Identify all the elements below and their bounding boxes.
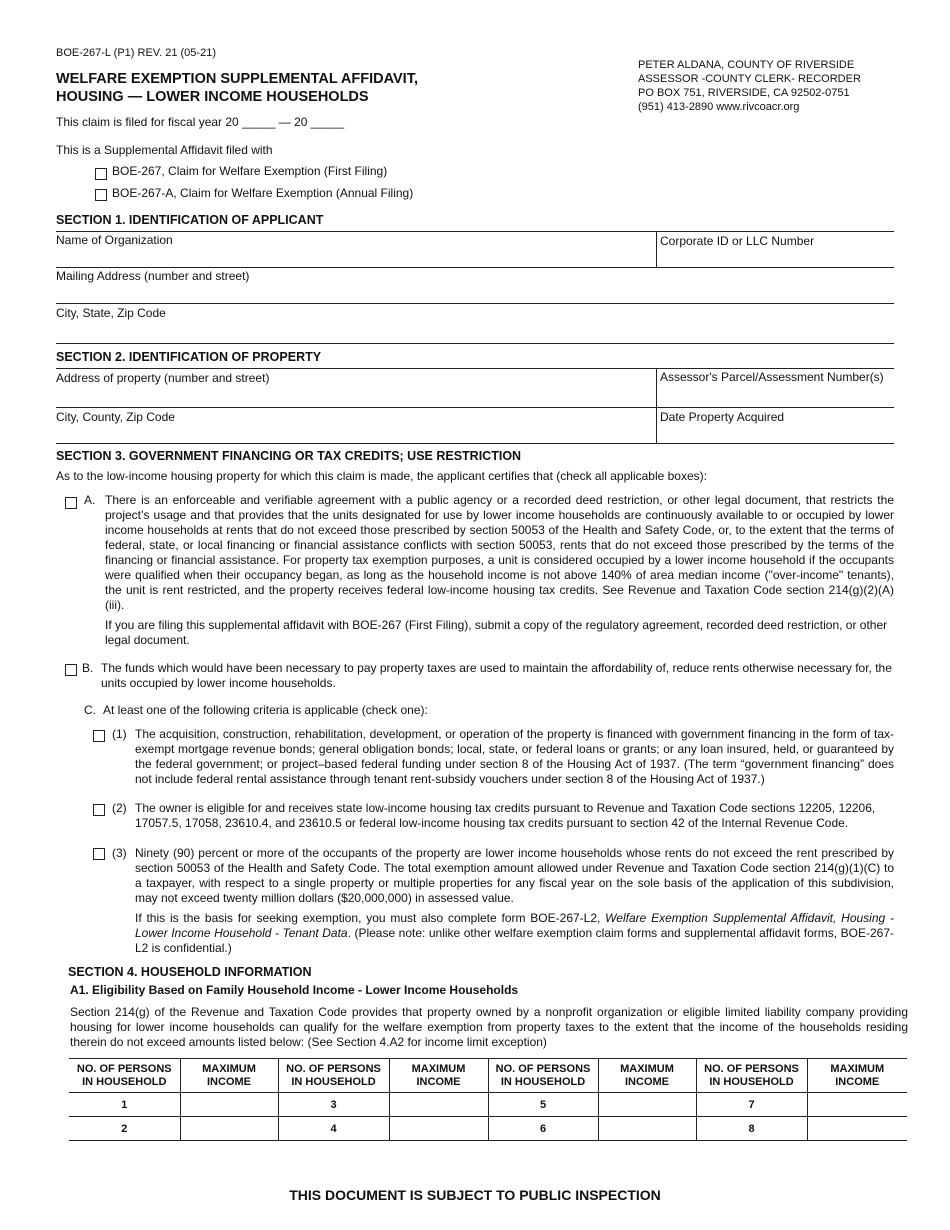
city-state-zip-label: City, State, Zip Code — [56, 306, 166, 320]
city-state-zip-field[interactable] — [56, 320, 892, 340]
property-address-field[interactable] — [56, 385, 651, 405]
item-c-text: At least one of the following criteria is applicable (check one): — [103, 703, 428, 717]
persons-cell: 2 — [69, 1117, 180, 1141]
item-b-text: The funds which would have been necessary to pay property taxes are used to maintain the affordability of, reduce rents otherwise necessary for, the units occupied by lower income households. — [101, 661, 892, 690]
section3-intro: As to the low-income housing property for which this claim is made, the applicant certifies that (check all applicable boxes): — [56, 469, 707, 483]
divider — [56, 368, 894, 369]
persons-cell: 5 — [488, 1093, 598, 1117]
criteria-3-note-form-title: Welfare Exemption Supplemental Affidavit, Housing - Lower Income Household - Tenant Data — [135, 911, 894, 940]
parcel-number-label: Assessor's Parcel/Assessment Number(s) — [660, 370, 884, 384]
item-b-checkbox[interactable] — [65, 664, 77, 676]
max-income-field[interactable] — [598, 1117, 696, 1141]
date-acquired-label: Date Property Acquired — [660, 410, 785, 424]
persons-cell: 1 — [69, 1093, 180, 1117]
persons-cell: 4 — [278, 1117, 389, 1141]
public-inspection-notice: THIS DOCUMENT IS SUBJECT TO PUBLIC INSPECTION — [289, 1187, 661, 1203]
section4-subheading: A1. Eligibility Based on Family Household Income - Lower Income Households — [70, 983, 519, 997]
col-max-income: MAXIMUM INCOME — [598, 1059, 696, 1093]
item-a-note: If you are filing this supplemental affidavit with BOE-267 (First Filing), submit a copy of the regulatory agreement, recorded deed restriction, or other legal document. — [105, 618, 888, 647]
col-max-income: MAXIMUM INCOME — [807, 1059, 907, 1093]
criteria-3-note — [135, 911, 894, 956]
boe-267-label: BOE-267, Claim for Welfare Exemption (First Filing) — [112, 164, 388, 178]
max-income-field[interactable] — [598, 1093, 696, 1117]
divider — [56, 343, 894, 344]
col-persons: NO. OF PERSONS IN HOUSEHOLD — [696, 1059, 807, 1093]
max-income-field[interactable] — [807, 1117, 907, 1141]
col-max-income: MAXIMUM INCOME — [180, 1059, 278, 1093]
boe-267-checkbox[interactable] — [95, 168, 107, 180]
criteria-3-note-pre: If this is the basis for seeking exemption, you must also complete form BOE-267-L2, — [135, 911, 606, 925]
max-income-field[interactable] — [389, 1117, 488, 1141]
fiscal-year-line: This claim is filed for fiscal year 20 _____ — 20 _____ — [56, 115, 345, 129]
criteria-3-checkbox[interactable] — [93, 848, 105, 860]
divider — [56, 407, 894, 408]
divider — [656, 368, 657, 443]
col-persons: NO. OF PERSONS IN HOUSEHOLD — [69, 1059, 180, 1093]
assessor-line-3: PO BOX 751, RIVERSIDE, CA 92502-0751 — [638, 87, 850, 99]
criteria-3-note-post: . (Please note: unlike other welfare exemption claim forms and supplemental affidavit forms, BOE-267-L2 is confidential.) — [135, 926, 894, 955]
org-name-label: Name of Organization — [56, 233, 173, 247]
persons-cell: 7 — [696, 1093, 807, 1117]
mailing-address-label: Mailing Address (number and street) — [56, 269, 250, 283]
org-name-field[interactable] — [56, 244, 651, 264]
supplemental-intro: This is a Supplemental Affidavit filed with — [56, 143, 273, 157]
household-income-table — [69, 1058, 907, 1141]
form-id: BOE-267-L (P1) REV. 21 (05-21) — [56, 47, 216, 59]
assessor-address — [638, 58, 861, 114]
title-line-2: HOUSING — LOWER INCOME HOUSEHOLDS — [56, 89, 369, 105]
col-persons: NO. OF PERSONS IN HOUSEHOLD — [278, 1059, 389, 1093]
item-a-text: There is an enforceable and verifiable agreement with a public agency or a recorded deed restriction, or other legal document, that restricts the project’s usage and that provides that the units designated for use by lower income households are continuously available to or occupied by lower income households at rents that do not exceed those prescribed by section 50053 of the Health and Safety Code, or, to the extent that the terms of federal, state, or local financing or financial assistance conflicts with section 50053, rents that do not exceed those prescribed by the terms of the financing or financial assistance. For property tax exemption purposes, a unit is considered occupied by a lower income household if the occupants were qualified when their occupancy began, as long as the household income is not above 140% of area median income ("over-income" tenants), the unit is rent restricted, and the property receives federal low-income housing tax credits. See Revenue and Taxation Code section 214(g)(2)(A)(iii). — [105, 493, 894, 612]
section2-heading: SECTION 2. IDENTIFICATION OF PROPERTY — [56, 350, 322, 364]
criteria-1-text: The acquisition, construction, rehabilitation, development, or operation of the property is financed with government financing in the form of tax-exempt mortgage revenue bonds; general obligation bonds; local, state, or federal loans or grants; or any loan insured, held, or guaranteed by the federal government; or project–based federal funding under section 8 of the Housing Act of 1937. (The term “government financing” does not include federal rental assistance through tenant rent-subsidy vouchers under section 8 of the Housing Act of 1937.) — [135, 727, 894, 786]
table-row — [69, 1093, 907, 1117]
max-income-field[interactable] — [807, 1093, 907, 1117]
boe-267-a-label: BOE-267-A, Claim for Welfare Exemption (Annual Filing) — [112, 186, 414, 200]
divider — [56, 267, 894, 268]
assessor-line-4: (951) 413-2890 www.rivcoacr.org — [638, 101, 800, 113]
property-address-label: Address of property (number and street) — [56, 371, 270, 385]
divider — [56, 443, 894, 444]
divider — [656, 231, 657, 267]
max-income-field[interactable] — [180, 1093, 278, 1117]
property-city-label: City, County, Zip Code — [56, 410, 175, 424]
parcel-number-field[interactable] — [660, 385, 892, 405]
mailing-address-field[interactable] — [56, 282, 892, 302]
section1-heading: SECTION 1. IDENTIFICATION OF APPLICANT — [56, 213, 324, 227]
table-header-row — [69, 1059, 907, 1093]
criteria-1-checkbox[interactable] — [93, 730, 105, 742]
section4-heading: SECTION 4. HOUSEHOLD INFORMATION — [68, 965, 312, 979]
persons-cell: 3 — [278, 1093, 389, 1117]
title-line-1: WELFARE EXEMPTION SUPPLEMENTAL AFFIDAVIT, — [56, 71, 418, 87]
corp-id-field[interactable] — [660, 248, 892, 265]
boe-267-a-checkbox[interactable] — [95, 189, 107, 201]
assessor-line-2: ASSESSOR -COUNTY CLERK- RECORDER — [638, 73, 861, 85]
criteria-2-checkbox[interactable] — [93, 804, 105, 816]
criteria-2-label: (2) — [112, 801, 127, 815]
divider — [56, 303, 894, 304]
col-max-income: MAXIMUM INCOME — [389, 1059, 488, 1093]
page-title — [56, 70, 418, 106]
item-a-checkbox[interactable] — [65, 497, 77, 509]
section4-intro: Section 214(g) of the Revenue and Taxation Code provides that property owned by a nonprofit organization or eligible limited liability company providing housing for lower income households can qualify for the welfare exemption from property taxes to the extent that the income of the households residing therein do not exceed amounts listed below: (See Section 4.A2 for income limit exception) — [70, 1005, 908, 1049]
criteria-3-text: Ninety (90) percent or more of the occupants of the property are lower income households whose rents do not exceed the rent prescribed by section 50053 of the Health and Safety Code. The total exemption amount allowed under Revenue and Taxation Code section 214(g)(1)(C) to a taxpayer, with respect to a single property or multiple properties for any fiscal year on the sole basis of the application of this subdivision, may not exceed twenty million dollars ($20,000,000) in assessed value. — [135, 846, 894, 905]
max-income-field[interactable] — [180, 1117, 278, 1141]
table-row — [69, 1117, 907, 1141]
item-b-label: B. — [82, 661, 94, 675]
item-c-label: C. — [84, 703, 96, 717]
divider — [56, 231, 894, 232]
criteria-1-label: (1) — [112, 727, 127, 741]
item-a-label: A. — [84, 493, 96, 507]
property-city-field[interactable] — [56, 424, 651, 442]
criteria-2-text: The owner is eligible for and receives state low-income housing tax credits pursuant to Revenue and Taxation Code sections 12205, 12206, 17057.5, 17058, 23610.4, and 23610.5 or federal low-income housing tax credits pursuant to section 42 of the Internal Revenue Code. — [135, 801, 876, 830]
section3-heading: SECTION 3. GOVERNMENT FINANCING OR TAX CREDITS; USE RESTRICTION — [56, 449, 522, 463]
date-acquired-field[interactable] — [660, 424, 892, 442]
persons-cell: 6 — [488, 1117, 598, 1141]
persons-cell: 8 — [696, 1117, 807, 1141]
max-income-field[interactable] — [389, 1093, 488, 1117]
criteria-3-label: (3) — [112, 846, 127, 860]
col-persons: NO. OF PERSONS IN HOUSEHOLD — [488, 1059, 598, 1093]
corp-id-label: Corporate ID or LLC Number — [660, 234, 815, 248]
assessor-line-1: PETER ALDANA, COUNTY OF RIVERSIDE — [638, 59, 855, 71]
